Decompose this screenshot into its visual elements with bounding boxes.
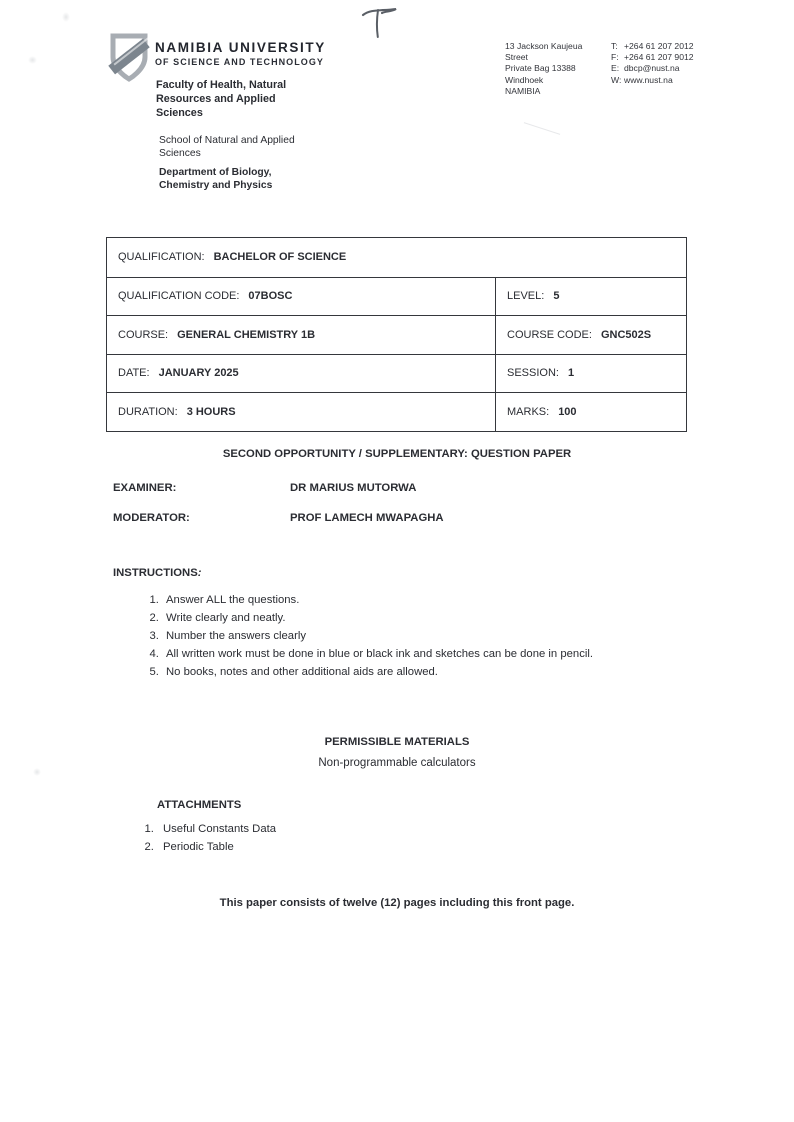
level-cell: LEVEL: 5	[495, 278, 686, 316]
department-name: Department of Biology, Chemistry and Physics	[159, 167, 273, 192]
website-line: W: www.nust.na	[611, 74, 673, 85]
table-row	[107, 238, 686, 277]
examiner-label: EXAMINER:	[113, 482, 177, 494]
email-line: E: dbcp@nust.na	[611, 63, 680, 74]
contact-methods	[611, 41, 694, 97]
instruction-item: 3. Number the answers clearly	[162, 628, 722, 645]
school-name: School of Natural and Applied Sciences	[159, 135, 295, 160]
table-row	[107, 277, 686, 316]
attachment-item: 1. Useful Constants Data	[157, 821, 276, 839]
qualification-code-cell: QUALIFICATION CODE: 07BOSC	[118, 290, 293, 303]
address-line: NAMIBIA	[505, 85, 541, 96]
page-count-note: This paper consists of twelve (12) pages including this front page.	[219, 897, 575, 909]
course-code-cell: COURSE CODE: GNC502S	[495, 316, 686, 354]
instruction-item: 5. No books, notes and other additional aids are allowed.	[162, 664, 722, 681]
scan-smudge	[62, 12, 70, 22]
table-row	[107, 315, 686, 354]
duration-cell: DURATION: 3 HOURS	[118, 405, 236, 418]
attachment-item: 2. Periodic Table	[157, 839, 276, 857]
nust-shield-logo-icon	[106, 32, 152, 91]
phone-line: T: +264 61 207 2012	[611, 41, 694, 51]
attachments-list	[113, 821, 276, 856]
contact-block	[505, 41, 694, 97]
permissible-materials-text: Non-programmable calculators	[318, 757, 476, 769]
address-line: 13 Jackson Kaujeua Street	[505, 41, 583, 63]
instruction-item: 2. Write clearly and neatly.	[162, 610, 722, 627]
university-name: NAMIBIA UNIVERSITY	[155, 40, 326, 55]
moderator-label: MODERATOR:	[113, 512, 190, 524]
session-cell: SESSION: 1	[495, 355, 686, 393]
address-block	[505, 41, 597, 97]
examiner-name: DR MARIUS MUTORWA	[290, 482, 417, 494]
address-line: Windhoek	[505, 74, 544, 85]
attachments-heading: ATTACHMENTS	[157, 799, 242, 811]
scan-scratch	[524, 122, 560, 135]
instruction-item: 1. Answer ALL the questions.	[162, 592, 722, 609]
university-wordmark	[155, 40, 326, 67]
date-cell: DATE: JANUARY 2025	[118, 367, 239, 380]
instructions-list	[118, 592, 722, 682]
permissible-materials-heading: PERMISSIBLE MATERIALS	[324, 736, 470, 748]
university-name-line2: OF SCIENCE AND TECHNOLOGY	[155, 56, 324, 67]
scan-smudge	[33, 768, 41, 776]
table-row	[107, 392, 686, 431]
moderator-row	[113, 512, 444, 524]
handwritten-pen-tick-icon	[356, 2, 408, 49]
instruction-item: 4. All written work must be done in blue or black ink and sketches can be done in pencil.	[162, 646, 722, 663]
course-info-table	[106, 237, 687, 432]
examiner-row	[113, 482, 417, 494]
fax-line: F: +264 61 207 9012	[611, 52, 694, 63]
table-row	[107, 354, 686, 393]
paper-title: SECOND OPPORTUNITY / SUPPLEMENTARY: QUESTION PAPER	[222, 448, 572, 460]
qualification-cell: QUALIFICATION: BACHELOR OF SCIENCE	[118, 251, 347, 264]
moderator-name: PROF LAMECH MWAPAGHA	[290, 512, 444, 524]
address-line: Private Bag 13388	[505, 63, 576, 74]
course-cell: COURSE: GENERAL CHEMISTRY 1B	[118, 328, 316, 341]
marks-cell: MARKS: 100	[495, 393, 686, 431]
scan-smudge	[28, 56, 37, 64]
faculty-name: Faculty of Health, Natural Resources and Applied Sciences	[156, 79, 287, 119]
instructions-heading: INSTRUCTIONS:	[113, 567, 202, 579]
